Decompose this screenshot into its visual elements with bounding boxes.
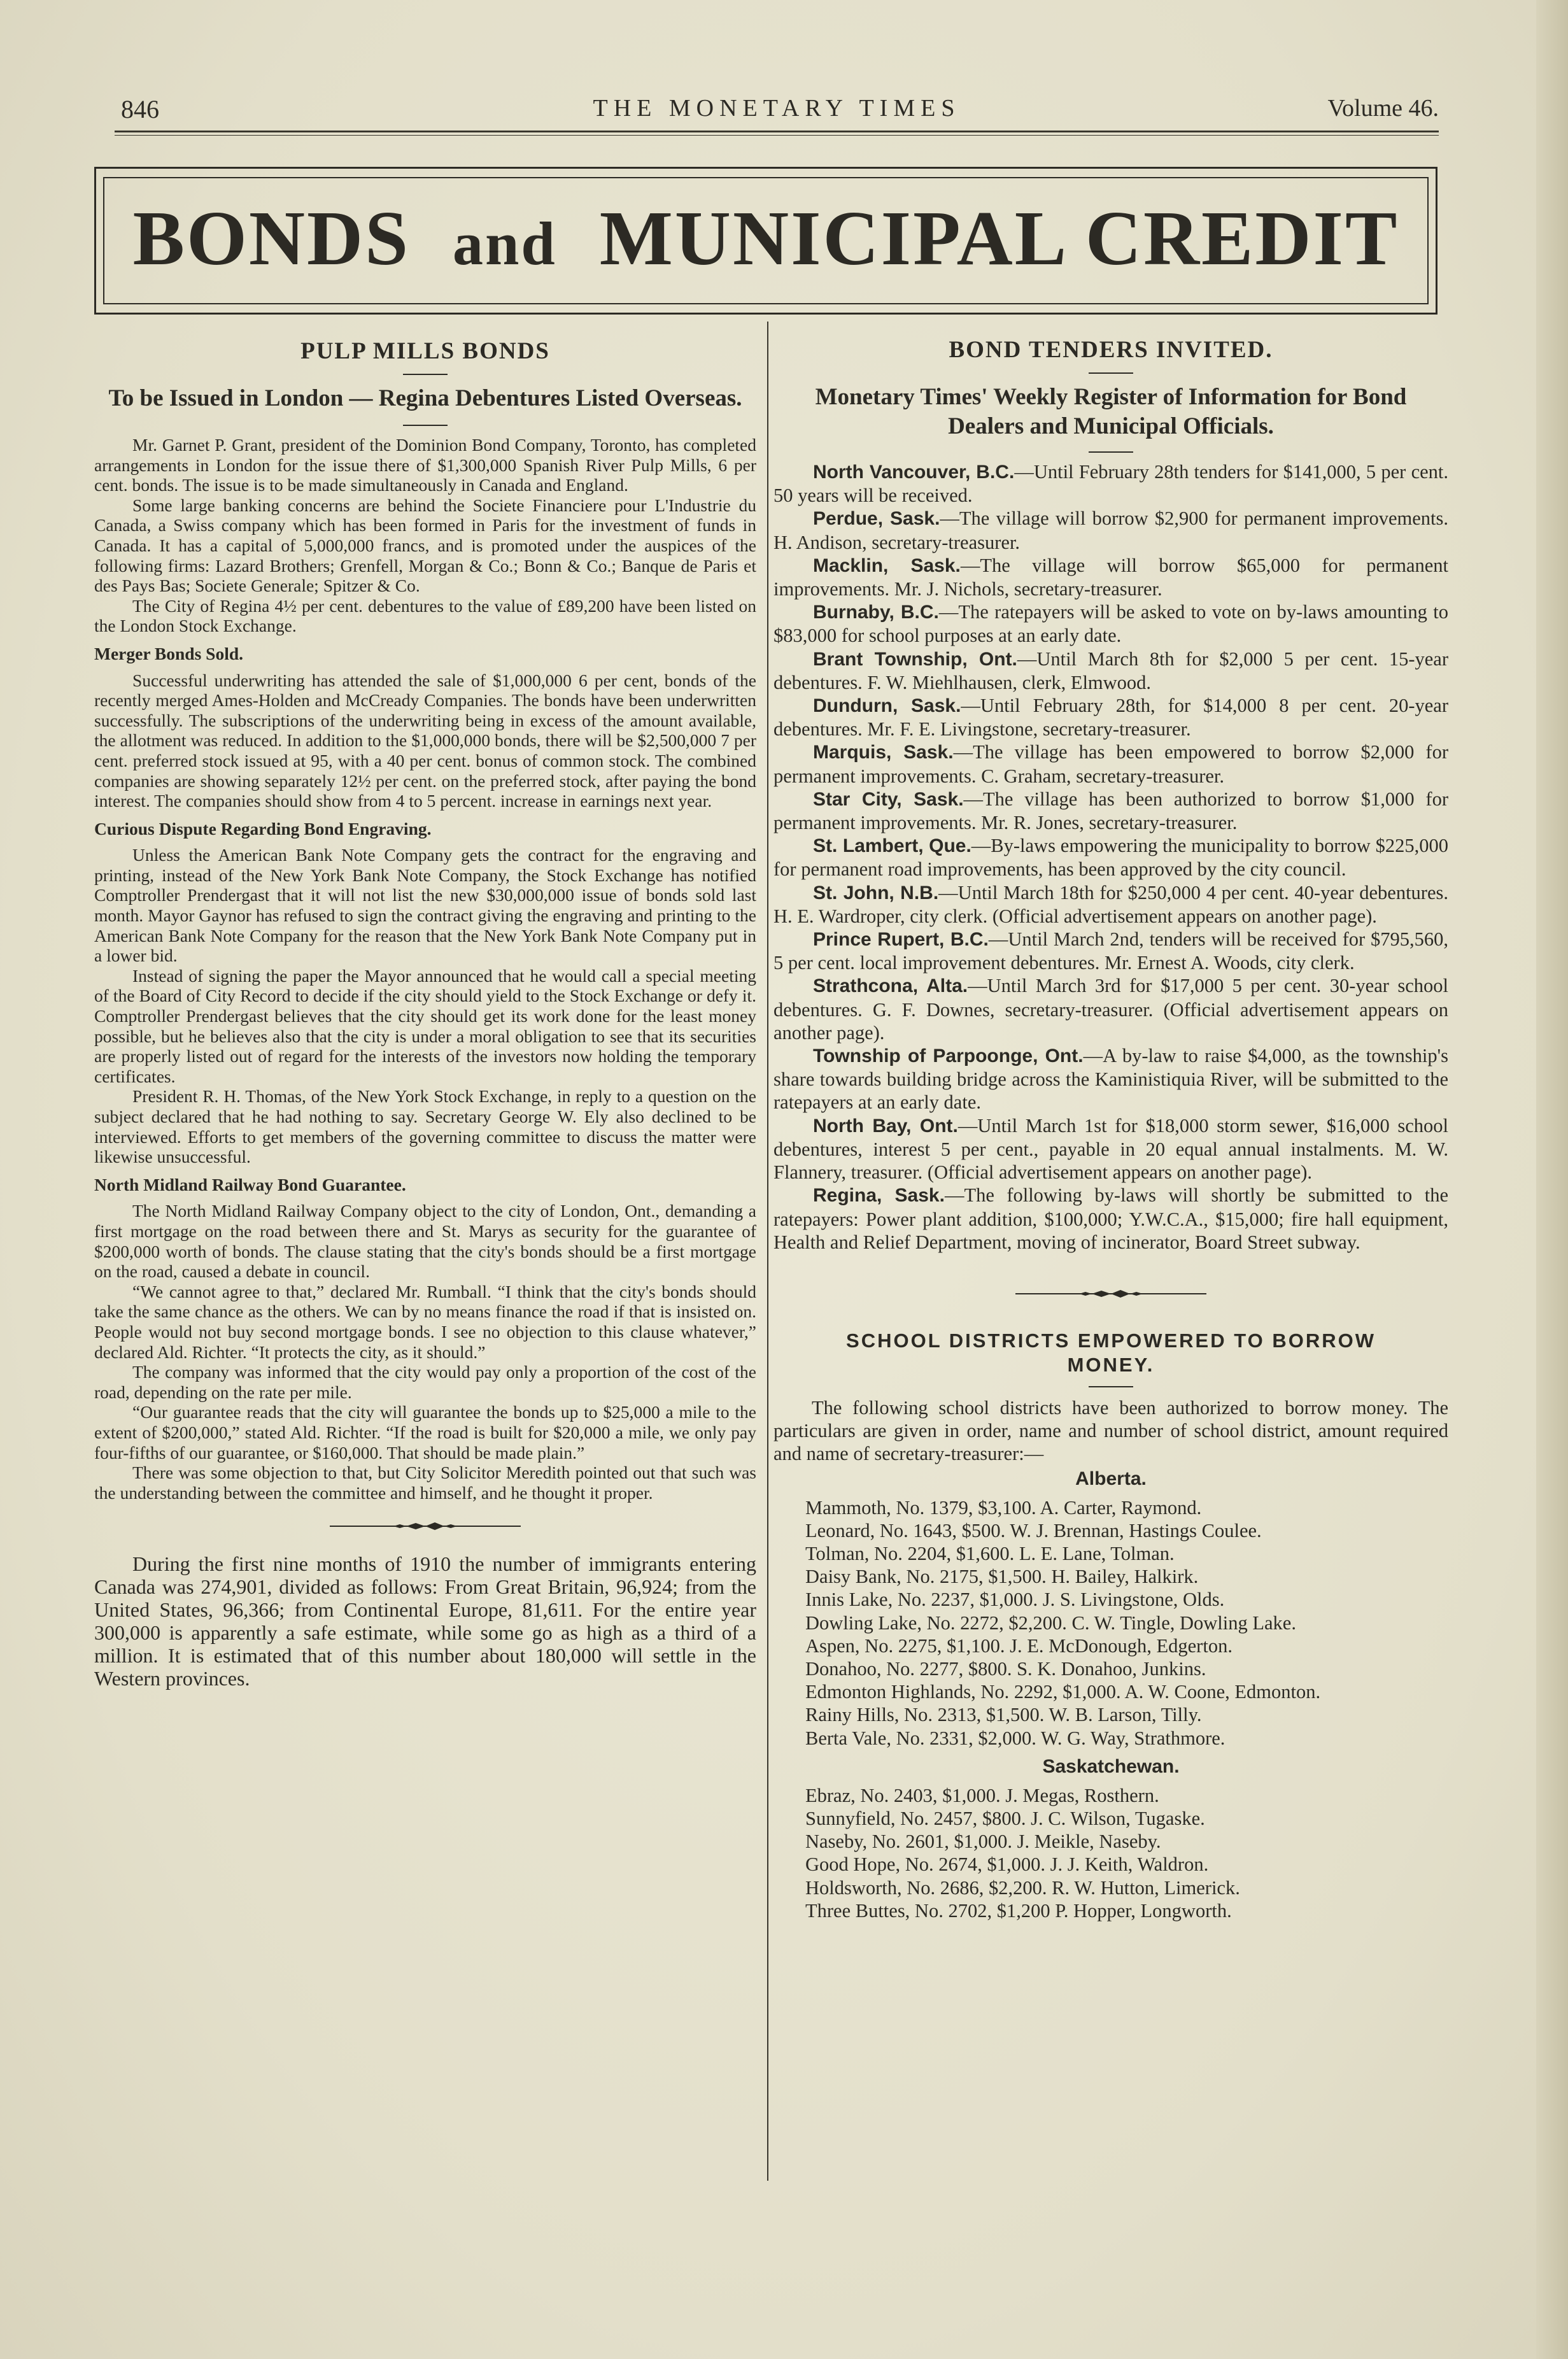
tender-item	[773, 694, 1448, 740]
tender-place: Perdue, Sask.	[813, 508, 940, 530]
subsection-title: Merger Bonds Sold.	[94, 643, 244, 663]
district-item: Naseby, No. 2601, $1,000. J. Meikle, Naseby.	[805, 1831, 1161, 1853]
tender-text: —Until March 8th for $2,000 5 per cent. 15-year debentures. F. W. Miehlhausen, clerk, Elmwood.	[773, 648, 1448, 693]
heading-dash	[403, 374, 448, 375]
tender-text: —Until February 28th, for $14,000 8 per cent. 20-year debentures. Mr. F. E. Livingstone, secretary-treasurer.	[773, 695, 1448, 740]
province-heading: Saskatchewan.	[1042, 1755, 1180, 1777]
district-item: Leonard, No. 1643, $500. W. J. Brennan, Hastings Coulee.	[805, 1519, 1262, 1541]
right-column	[773, 331, 1448, 1922]
tender-item	[773, 1114, 1448, 1184]
tender-place: Brant Township, Ont.	[813, 648, 1017, 670]
banner-word-bonds: BONDS	[132, 195, 410, 281]
heading-dash	[1089, 1386, 1133, 1387]
tender-text: —The village has been authorized to borrow $1,000 for permanent improvements. Mr. R. Jones, secretary-treasurer.	[773, 788, 1448, 834]
district-item: Tolman, No. 2204, $1,600. L. E. Lane, Tolman.	[805, 1542, 1175, 1564]
tender-item	[773, 600, 1448, 647]
tender-place: Strathcona, Alta.	[813, 975, 968, 997]
tender-place: North Vancouver, B.C.	[813, 462, 1015, 483]
left-column	[94, 331, 756, 1690]
paragraph: During the first nine months of 1910 the number of immigrants entering Canada was 274,901, divided as follows: From Great Britain, 96,924; from the United States, 96,366; from Continental Europe, 81,611. For the entire year 300,000 is apparently a safe estimate, while some go as high as a third of a million. It is estimated that of this number about 180,000 will settle in the Western provinces.	[94, 1552, 756, 1690]
district-item: Three Buttes, No. 2702, $1,200 P. Hopper, Longworth.	[805, 1899, 1232, 1922]
district-item: Innis Lake, No. 2237, $1,000. J. S. Livingstone, Olds.	[805, 1589, 1225, 1611]
paragraph: President R. H. Thomas, of the New York Stock Exchange, in reply to a question on the subject declared that he had nothing to say. Secretary George W. Ely also declined to be interviewed. Efforts to get members of the governing committee to discuss the matter were likewise unsuccessful.	[94, 1086, 756, 1167]
volume-label: Volume 46.	[1327, 95, 1439, 122]
paragraph: The City of Regina 4½ per cent. debentures to the value of £89,200 have been listed on the London Stock Exchange.	[94, 595, 756, 636]
school-districts-heading: SCHOOL DISTRICTS EMPOWERED TO BORROW MONEY.	[846, 1329, 1376, 1376]
tender-text: —The ratepayers will be asked to vote on by-laws amounting to $83,000 for school purposes at an early date.	[773, 601, 1448, 647]
tender-item	[773, 648, 1448, 694]
header-rule-thin	[115, 135, 1439, 136]
paragraph: Unless the American Bank Note Company gets the contract for the engraving and printing, instead of the New York Bank Note Company, the Stock Exchange has notified Comptroller Prendergast that it will not list the new $30,000,000 issue of bonds sold last month. Mayor Gaynor has refused to sign the contract giving the engraving and printing to the American Bank Note Company for the reason that the New York Bank Note Company put in a lower bid.	[94, 845, 756, 966]
district-item: Donahoo, No. 2277, $800. S. K. Donahoo, Junkins.	[805, 1657, 1206, 1680]
paragraph: There was some objection to that, but City Solicitor Meredith pointed out that such was the understanding between the committee and himself, and he thought it proper.	[94, 1463, 756, 1503]
banner-word-and: and	[452, 209, 557, 278]
district-item: Edmonton Highlands, No. 2292, $1,000. A. W. Coone, Edmonton.	[805, 1681, 1321, 1703]
banner-word-municipal-credit: MUNICIPAL CREDIT	[599, 195, 1399, 281]
subsection-title: Curious Dispute Regarding Bond Engraving.	[94, 818, 432, 839]
tender-text: —A by-law to raise $4,000, as the township's share towards building bridge across the Kaministiquia River, will be submitted to the ratepayers at an early date.	[773, 1045, 1448, 1114]
tender-text: —The following by-laws will shortly be submitted to the ratepayers: Power plant addition, $100,000; Y.W.C.A., $15,000; fire hall equipment, Health and Relief Department, moving of incinerator, Board Street subway.	[773, 1184, 1448, 1253]
tender-place: Star City, Sask.	[813, 788, 964, 810]
tender-item	[773, 1044, 1448, 1114]
tender-text: —Until March 3rd for $17,000 5 per cent. 30-year school debentures. G. F. Downes, secretary-treasurer. (Official advertisement appears on another page).	[773, 975, 1449, 1044]
tender-place: St. Lambert, Que.	[813, 835, 971, 857]
district-item: Daisy Bank, No. 2175, $1,500. H. Bailey, Halkirk.	[805, 1566, 1199, 1588]
tender-item	[773, 834, 1448, 881]
ornament-divider	[330, 1522, 521, 1531]
paragraph: “We cannot agree to that,” declared Mr. Rumball. “I think that the city's bonds should take the same chance as the others. We can by no means finance the road if that is insisted on. People would not buy second mortgage bonds. I see no objection to this clause whatever,” declared Ald. Richter. “It protects the city, as it should.”	[94, 1281, 756, 1362]
tender-text: —By-laws empowering the municipality to borrow $225,000 for permanent road improvements, has been approved by the city council.	[773, 835, 1448, 881]
heading-dash	[1089, 372, 1133, 374]
tender-text: —Until March 2nd, tenders will be received for $795,560, 5 per cent. local improvement debentures. Mr. Ernest A. Woods, city clerk.	[773, 928, 1448, 974]
district-item: Dowling Lake, No. 2272, $2,200. C. W. Tingle, Dowling Lake.	[805, 1612, 1296, 1634]
tender-text: —Until February 28th tenders for $141,000, 5 per cent. 50 years will be received.	[773, 461, 1449, 507]
paragraph: “Our guarantee reads that the city will guarantee the bonds up to $25,000 a mile to the extent of $200,000,” stated Ald. Richter. “If the road is built for $20,000 a mile, we only pay four-fifths of our guarantee, or $160,000. That should be made plain.”	[94, 1402, 756, 1463]
tenders-subheading: Monetary Times' Weekly Register of Information for Bond Dealers and Municipal Officials.	[815, 384, 1407, 439]
tender-place: St. John, N.B.	[813, 882, 939, 903]
paragraph: The company was informed that the city would pay only a proportion of the cost of the road, depending on the rate per mile.	[94, 1362, 756, 1402]
paragraph: The North Midland Railway Company object to the city of London, Ont., demanding a first mortgage on the road between there and St. Marys as security for the guarantee of $200,000 worth of bonds. The clause stating that the city's bonds should be a first mortgage on the road, caused a debate in council.	[94, 1201, 756, 1282]
immigration-note	[94, 1552, 756, 1690]
page-number: 846	[121, 95, 159, 124]
tender-place: North Bay, Ont.	[813, 1115, 958, 1137]
column-divider	[767, 322, 768, 2181]
tender-place: Prince Rupert, B.C.	[813, 929, 989, 951]
ornament-divider	[1015, 1289, 1206, 1298]
paragraph: The following school districts have been authorized to borrow money. The particulars are given in order, name and number of school district, amount required and name of secretary-treasurer:—	[773, 1396, 1448, 1465]
tender-item	[773, 507, 1448, 553]
district-list-saskatchewan	[773, 1784, 1448, 1922]
district-item: Ebraz, No. 2403, $1,000. J. Megas, Rosthern.	[805, 1784, 1159, 1806]
district-item: Good Hope, No. 2674, $1,000. J. J. Keith, Waldron.	[805, 1853, 1209, 1876]
district-item: Holdsworth, No. 2686, $2,200. R. W. Hutton, Limerick.	[805, 1876, 1240, 1899]
subheading-dash	[1089, 451, 1133, 453]
district-item: Berta Vale, No. 2331, $2,000. W. G. Way, Strathmore.	[805, 1727, 1225, 1749]
district-item: Rainy Hills, No. 2313, $1,500. W. B. Larson, Tilly.	[805, 1704, 1202, 1726]
tender-place: Marquis, Sask.	[813, 742, 954, 763]
district-item: Aspen, No. 2275, $1,100. J. E. McDonough, Edgerton.	[805, 1634, 1233, 1657]
paragraph: Mr. Garnet P. Grant, president of the Dominion Bond Company, Toronto, has completed arrangements in London for the issue there of $1,300,000 Spanish River Pulp Mills, 6 per cent. bonds. The issue is to be made simultaneously in Canada and England.	[94, 435, 756, 495]
district-item: Mammoth, No. 1379, $3,100. A. Carter, Raymond.	[805, 1496, 1202, 1519]
tender-item	[773, 740, 1448, 787]
tender-text: —The village will borrow $65,000 for permanent improvements. Mr. J. Nichols, secretary-treasurer.	[773, 554, 1449, 600]
article-heading: PULP MILLS BONDS	[300, 338, 550, 364]
article-body	[94, 435, 756, 1503]
tender-place: Dundurn, Sask.	[813, 695, 961, 717]
paragraph: Successful underwriting has attended the sale of $1,000,000 6 per cent, bonds of the recently merged Ames-Holden and McCready Companies. The bonds have been underwritten successfully. The subscriptions of the underwriting being in excess of the amount available, the allotment was reduced. In addition to the $1,000,000 bonds, there will be $2,500,000 7 per cent. preferred stock issued at 95, with a 40 per cent. bonus of common stock. The combined companies are showing separately 12½ per cent. on the preferred stock, after paying the bond interest. The companies should show from 4 to 5 percent. increase in earnings next year.	[94, 670, 756, 811]
tender-item	[773, 1184, 1448, 1254]
paragraph: Instead of signing the paper the Mayor announced that he would call a special meeting of the Board of City Record to decide if the city should yield to the Stock Exchange or defy it. Comptroller Prendergast believes that the city should get its work done for the least money possible, but he believes also that the city is under a moral obligation to see that its securities are properly listed out of regard for the interests of the investors now holding the temporary certificates.	[94, 965, 756, 1086]
subheading-dash	[403, 425, 448, 426]
running-header	[115, 94, 1439, 132]
article-subheading: To be Issued in London — Regina Debentures Listed Overseas.	[108, 385, 742, 411]
province-heading: Alberta.	[1075, 1468, 1147, 1489]
page-edge	[1536, 0, 1568, 2359]
tender-item	[773, 928, 1448, 974]
tenders-heading: BOND TENDERS INVITED.	[949, 337, 1273, 363]
tender-text: —The village has been empowered to borrow $2,000 for permanent improvements. C. Graham, secretary-treasurer.	[773, 741, 1448, 787]
tender-place: Burnaby, B.C.	[813, 602, 939, 623]
tender-text: —Until March 1st for $18,000 storm sewer, $16,000 school debentures, interest 5 per cent., payable in 20 equal annual instalments. M. W. Flannery, treasurer. (Official advertisement appears on another page).	[773, 1114, 1448, 1184]
section-banner	[103, 191, 1429, 292]
tender-place: Regina, Sask.	[813, 1185, 945, 1207]
tender-item	[773, 974, 1448, 1044]
subsection-title: North Midland Railway Bond Guarantee.	[94, 1174, 406, 1194]
tender-text: —Until March 18th for $250,000 4 per cent. 40-year debentures. H. E. Wardroper, city clerk. (Official advertisement appears on another page).	[773, 881, 1448, 927]
tender-place: Township of Parpoonge, Ont.	[813, 1045, 1084, 1067]
school-intro	[773, 1396, 1448, 1466]
district-item: Sunnyfield, No. 2457, $800. J. C. Wilson, Tugaske.	[805, 1807, 1205, 1829]
tender-item	[773, 460, 1448, 507]
paragraph: Some large banking concerns are behind the Societe Financiere pour L'Industrie du Canada, a Swiss company which has been formed in Paris for the investment of funds in Canada. It has a capital of 5,000,000 francs, and is promoted under the auspices of the following firms: Lazard Brothers; Grenfell, Morgan & Co.; Bonn & Co.; Banque de Paris et des Pays Bas; Societe Generale; Spitzer & Co.	[94, 495, 756, 596]
tender-place: Macklin, Sask.	[813, 555, 961, 576]
district-list-alberta	[773, 1496, 1448, 1750]
tender-item	[773, 788, 1448, 834]
tender-text: —The village will borrow $2,900 for permanent improvements. H. Andison, secretary-treasurer.	[773, 507, 1448, 553]
tender-item	[773, 554, 1448, 600]
header-rule	[115, 131, 1439, 132]
journal-title: THE MONETARY TIMES	[593, 95, 961, 122]
tender-item	[773, 881, 1448, 928]
tenders-list	[773, 460, 1448, 1254]
